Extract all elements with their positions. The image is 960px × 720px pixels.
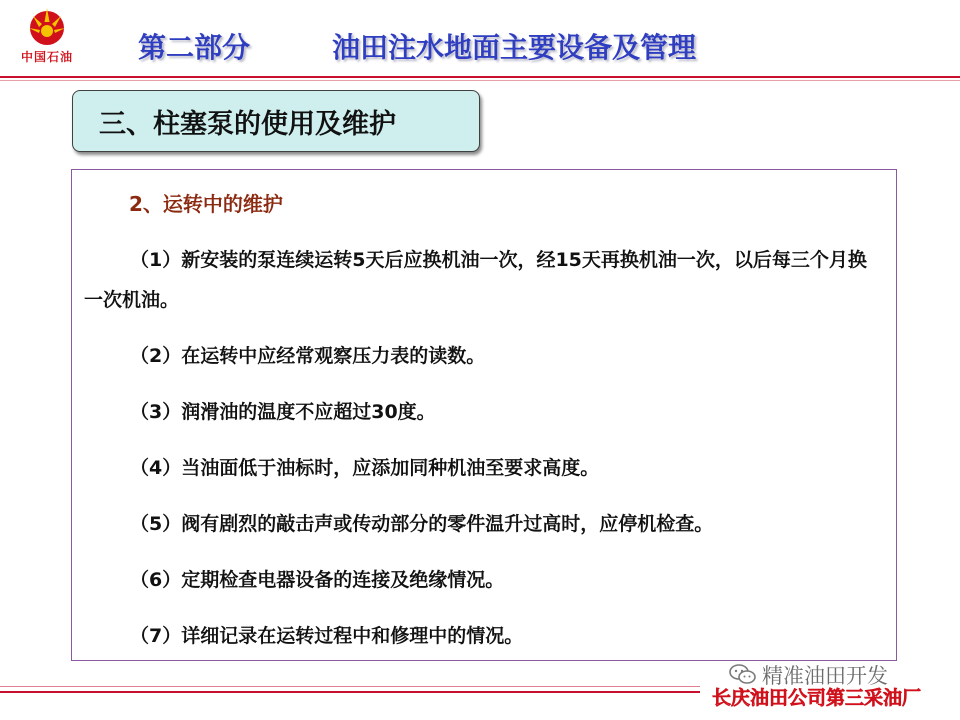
item-text: （6）定期检查电器设备的连接及绝缘情况。 (130, 569, 505, 591)
item-text: （2）在运转中应经常观察压力表的读数。 (130, 345, 486, 367)
content-panel (71, 169, 897, 661)
page-header (138, 26, 697, 66)
header-title: 油田注水地面主要设备及管理 (332, 31, 697, 64)
logo-text: 中国石油 (20, 50, 73, 64)
item-text: （7）详细记录在运转过程中和修理中的情况。 (130, 625, 524, 647)
header-part: 第二部分 (138, 31, 251, 64)
petrochina-logo (12, 4, 82, 70)
list-item (84, 336, 884, 376)
footer-rule (0, 691, 700, 693)
footer-company: 长庆油田公司第三采油厂 (712, 687, 922, 709)
list-item (84, 560, 884, 600)
item-text: （1）新安装的泵连续运转5天后应换机油一次，经15天再换机油一次，以后每三个月换一次机油。 (84, 249, 867, 311)
header-rule-thin (0, 80, 960, 81)
item-text: （3）润滑油的温度不应超过30度。 (130, 401, 436, 423)
petrochina-emblem-icon (25, 4, 69, 46)
list-item (84, 616, 884, 656)
watermark-text: 精准油田开发 (762, 664, 888, 688)
header-rule (0, 76, 960, 78)
list-item (84, 448, 884, 488)
list-item (84, 392, 884, 432)
list-item (84, 504, 884, 544)
footer-rule-thin (0, 686, 700, 687)
list-item (84, 240, 884, 320)
section-title-box (72, 90, 480, 152)
item-text: （5）阀有剧烈的敲击声或传动部分的零件温升过高时，应停机检查。 (130, 513, 714, 535)
content-heading: 2、运转中的维护 (129, 192, 283, 216)
item-text: （4）当油面低于油标时，应添加同种机油至要求高度。 (130, 457, 600, 479)
section-title: 三、柱塞泵的使用及维护 (99, 108, 396, 140)
